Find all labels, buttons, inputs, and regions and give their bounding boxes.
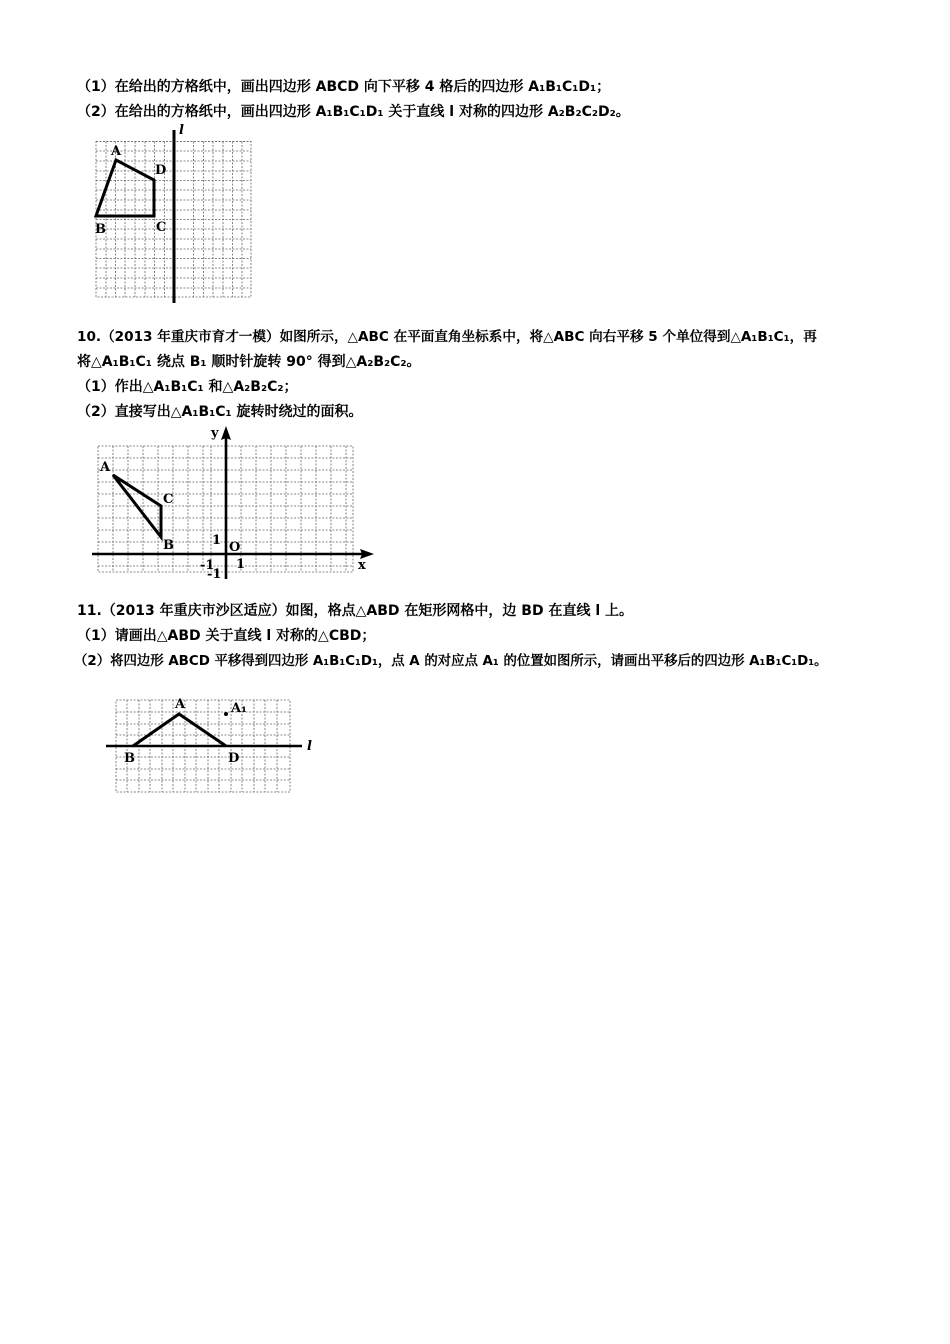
q10-part1: （1）作出△A₁B₁C₁ 和△A₂B₂C₂； [77, 379, 298, 395]
x-tick-1: 1 [236, 557, 246, 572]
triangle-abd [133, 714, 226, 746]
y-axis-arrow-icon [221, 426, 231, 440]
y-tick-neg-1: -1 [207, 567, 222, 582]
q10-stem-line1: 10.（2013 年重庆市育才一模）如图所示，△ABC 在平面直角坐标系中，将△ABC 向右平移 5 个单位得到△A₁B₁C₁，再 [77, 329, 817, 345]
q10-label-c: C [163, 492, 174, 507]
q10-label-b: B [163, 538, 174, 553]
q11-part2: （2）将四边形 ABCD 平移得到四边形 A₁B₁C₁D₁，点 A 的对应点 A₁ 的位置如图所示，请画出平移后的四边形 A₁B₁C₁D₁。 [74, 654, 828, 669]
origin-label: O [229, 540, 241, 555]
q11-label-b: B [124, 751, 135, 766]
q10-stem-line2: 将△A₁B₁C₁ 绕点 B₁ 顺时针旋转 90° 得到△A₂B₂C₂。 [77, 354, 421, 370]
y-tick-1: 1 [212, 533, 222, 548]
q10-figure [90, 424, 380, 584]
q9-figure [90, 120, 260, 310]
q11-part1: （1）请画出△ABD 关于直线 l 对称的△CBD； [77, 628, 376, 644]
q9-part2: （2）在给出的方格纸中，画出四边形 A₁B₁C₁D₁ 关于直线 l 对称的四边形 A₂B₂C₂D₂。 [77, 104, 630, 120]
q10-part2: （2）直接写出△A₁B₁C₁ 旋转时绕过的面积。 [77, 404, 363, 420]
q10-label-a: A [100, 460, 111, 475]
y-axis-label: y [211, 426, 219, 441]
q9-label-c: C [156, 220, 167, 235]
q9-label-a: A [111, 144, 122, 159]
q9-part1: （1）在给出的方格纸中，画出四边形 ABCD 向下平移 4 格后的四边形 A₁B₁C₁D₁； [77, 79, 611, 95]
x-tick-neg-1: -1 [200, 558, 215, 573]
q11-label-a: A [175, 697, 186, 712]
x-axis-label: x [358, 558, 366, 573]
point-a1 [224, 712, 228, 716]
q11-line-label: l [307, 739, 312, 754]
q11-label-d: D [228, 751, 240, 766]
q9-label-d: D [155, 163, 167, 178]
q9-line-label: l [179, 123, 184, 138]
q11-label-a1: A₁ [231, 701, 247, 716]
q11-stem: 11.（2013 年重庆市沙区适应）如图，格点△ABD 在矩形网格中，边 BD 在直线 l 上。 [77, 603, 633, 619]
q9-label-b: B [95, 222, 106, 237]
q11-figure [104, 690, 324, 800]
